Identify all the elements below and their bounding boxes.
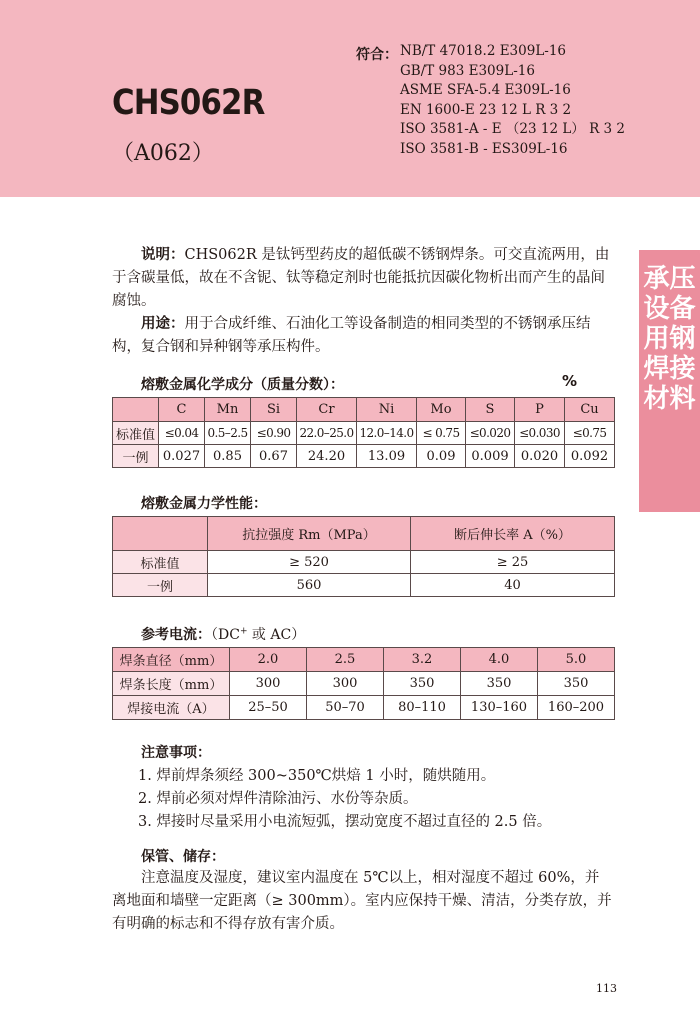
chem-cell: ≤0.020	[466, 422, 515, 445]
current-title: 参考电流：	[141, 627, 211, 643]
current-cell: 350	[538, 672, 615, 696]
header-band	[0, 0, 700, 197]
current-row-label: 焊条长度（mm）	[113, 672, 230, 696]
mech-header-cell: 抗拉强度 Rm（MPa）	[208, 517, 411, 551]
note-item: 1. 焊前焊条须经 300~350℃烘焙 1 小时，随烘随用。	[138, 768, 496, 784]
mech-table	[112, 516, 615, 597]
chem-cell: ≤0.75	[565, 422, 615, 445]
current-note-suffix: 或 AC）	[247, 627, 306, 643]
mech-cell: 560	[208, 574, 411, 597]
notes-title: 注意事项：	[141, 745, 211, 761]
current-heading	[141, 624, 305, 644]
current-cell: 130–160	[461, 696, 538, 720]
description-text: CHS062R 是钛钙型药皮的超低碳不锈钢焊条。可交直流两用，由于含碳量低，故在不含铌、钛等稳定剂时也能抵抗因碳化物析出而产生的晶间腐蚀。	[112, 247, 610, 309]
mech-header-cell: 断后伸长率 A（%）	[411, 517, 615, 551]
mech-header-cell	[113, 517, 208, 551]
chem-cell: ≤0.030	[515, 422, 565, 445]
chapter-side-tab	[639, 250, 700, 512]
description-label: 说明：	[141, 247, 185, 263]
standard-item: EN 1600-E 23 12 L R 3 2	[400, 101, 572, 118]
storage-title: 保管、储存：	[141, 849, 225, 865]
current-row-current	[113, 696, 615, 720]
usage-label: 用途：	[141, 316, 185, 332]
chapter-side-tab-label: 承压设备用钢焊接材料	[643, 264, 696, 414]
chem-header-cell: Cr	[297, 398, 357, 422]
mech-cell: ≥ 520	[208, 551, 411, 574]
chem-cell: 0.020	[515, 445, 565, 468]
chem-cell: 0.092	[565, 445, 615, 468]
current-cell: 25–50	[230, 696, 307, 720]
current-cell: 5.0	[538, 648, 615, 672]
current-cell: 2.5	[307, 648, 384, 672]
chem-cell: ≤0.04	[159, 422, 205, 445]
chem-header-cell: C	[159, 398, 205, 422]
chem-cell: 13.09	[357, 445, 417, 468]
standard-item: GB/T 983 E309L-16	[400, 62, 535, 79]
current-cell: 350	[384, 672, 461, 696]
current-note-prefix: （DC	[211, 627, 240, 643]
chem-header-cell: Mn	[205, 398, 251, 422]
current-cell: 50–70	[307, 696, 384, 720]
chem-cell: 0.85	[205, 445, 251, 468]
current-table	[112, 647, 615, 720]
chem-row-standard	[113, 422, 615, 445]
chem-header-cell: Ni	[357, 398, 417, 422]
chem-row-label: 一例	[113, 445, 159, 468]
chem-cell: 22.0–25.0	[297, 422, 357, 445]
current-row-diameter	[113, 648, 615, 672]
current-cell: 160–200	[538, 696, 615, 720]
chem-title: 熔敷金属化学成分（质量分数）：	[141, 377, 344, 393]
chem-row-example	[113, 445, 615, 468]
chem-cell: 0.027	[159, 445, 205, 468]
mech-row-standard	[113, 551, 615, 574]
current-cell: 4.0	[461, 648, 538, 672]
page-number: 113	[596, 982, 617, 995]
product-alt-code: （A062）	[112, 141, 214, 166]
description-paragraph	[112, 244, 612, 313]
chem-cell: 0.5–2.5	[205, 422, 251, 445]
chem-header-cell: Si	[251, 398, 297, 422]
usage-paragraph	[112, 313, 612, 359]
chem-header-cell	[113, 398, 159, 422]
mech-title: 熔敷金属力学性能：	[141, 496, 267, 512]
mech-cell: ≥ 25	[411, 551, 615, 574]
current-row-label: 焊条直径（mm）	[113, 648, 230, 672]
chem-cell: 12.0–14.0	[357, 422, 417, 445]
product-code: CHS062R	[112, 83, 265, 123]
storage-text: 注意温度及湿度，建议室内温度在 5℃以上，相对湿度不超过 60%，并离地面和墙壁一定距离（≥ 300mm）。室内应保持干燥、清洁，分类存放，并有明确的标志和不得存放有害介质。	[112, 870, 612, 932]
standards-label: 符合：	[356, 47, 398, 63]
standards-list	[400, 42, 625, 159]
current-cell: 300	[230, 672, 307, 696]
standard-item: NB/T 47018.2 E309L-16	[400, 43, 567, 59]
current-note-sup: +	[239, 626, 248, 637]
standard-item: ISO 3581-B - ES309L-16	[400, 140, 568, 157]
chem-header-cell: S	[466, 398, 515, 422]
current-cell: 80–110	[384, 696, 461, 720]
mech-header-row	[113, 517, 615, 551]
chem-cell: 0.009	[466, 445, 515, 468]
chem-header-cell: Mo	[417, 398, 466, 422]
standard-item: ISO 3581-A - E （23 12 L） R 3 2	[400, 121, 626, 137]
mech-row-label: 标准值	[113, 551, 208, 574]
note-item: 2. 焊前必须对焊件清除油污、水份等杂质。	[138, 791, 418, 807]
chem-cell: ≤0.90	[251, 422, 297, 445]
chem-cell: ≤ 0.75	[417, 422, 466, 445]
chem-header-cell: P	[515, 398, 565, 422]
notes-list	[138, 765, 551, 834]
current-cell: 2.0	[230, 648, 307, 672]
current-cell: 350	[461, 672, 538, 696]
chem-header-cell: Cu	[565, 398, 615, 422]
current-cell: 300	[307, 672, 384, 696]
note-item: 3. 焊接时尽量采用小电流短弧，摆动宽度不超过直径的 2.5 倍。	[138, 814, 552, 830]
mech-row-example	[113, 574, 615, 597]
chem-cell: 0.09	[417, 445, 466, 468]
chem-header-row	[113, 398, 615, 422]
standard-item: ASME SFA-5.4 E309L-16	[400, 82, 571, 98]
mech-row-label: 一例	[113, 574, 208, 597]
chem-cell: 24.20	[297, 445, 357, 468]
chem-row-label: 标准值	[113, 422, 159, 445]
chem-unit: %	[562, 372, 578, 390]
current-row-label: 焊接电流（A）	[113, 696, 230, 720]
current-cell: 3.2	[384, 648, 461, 672]
mech-cell: 40	[411, 574, 615, 597]
usage-text: 用于合成纤维、石油化工等设备制造的相同类型的不锈钢承压结构，复合钢和异种钢等承压构件。	[112, 316, 591, 355]
current-row-length	[113, 672, 615, 696]
chem-table	[112, 397, 615, 468]
chem-cell: 0.67	[251, 445, 297, 468]
